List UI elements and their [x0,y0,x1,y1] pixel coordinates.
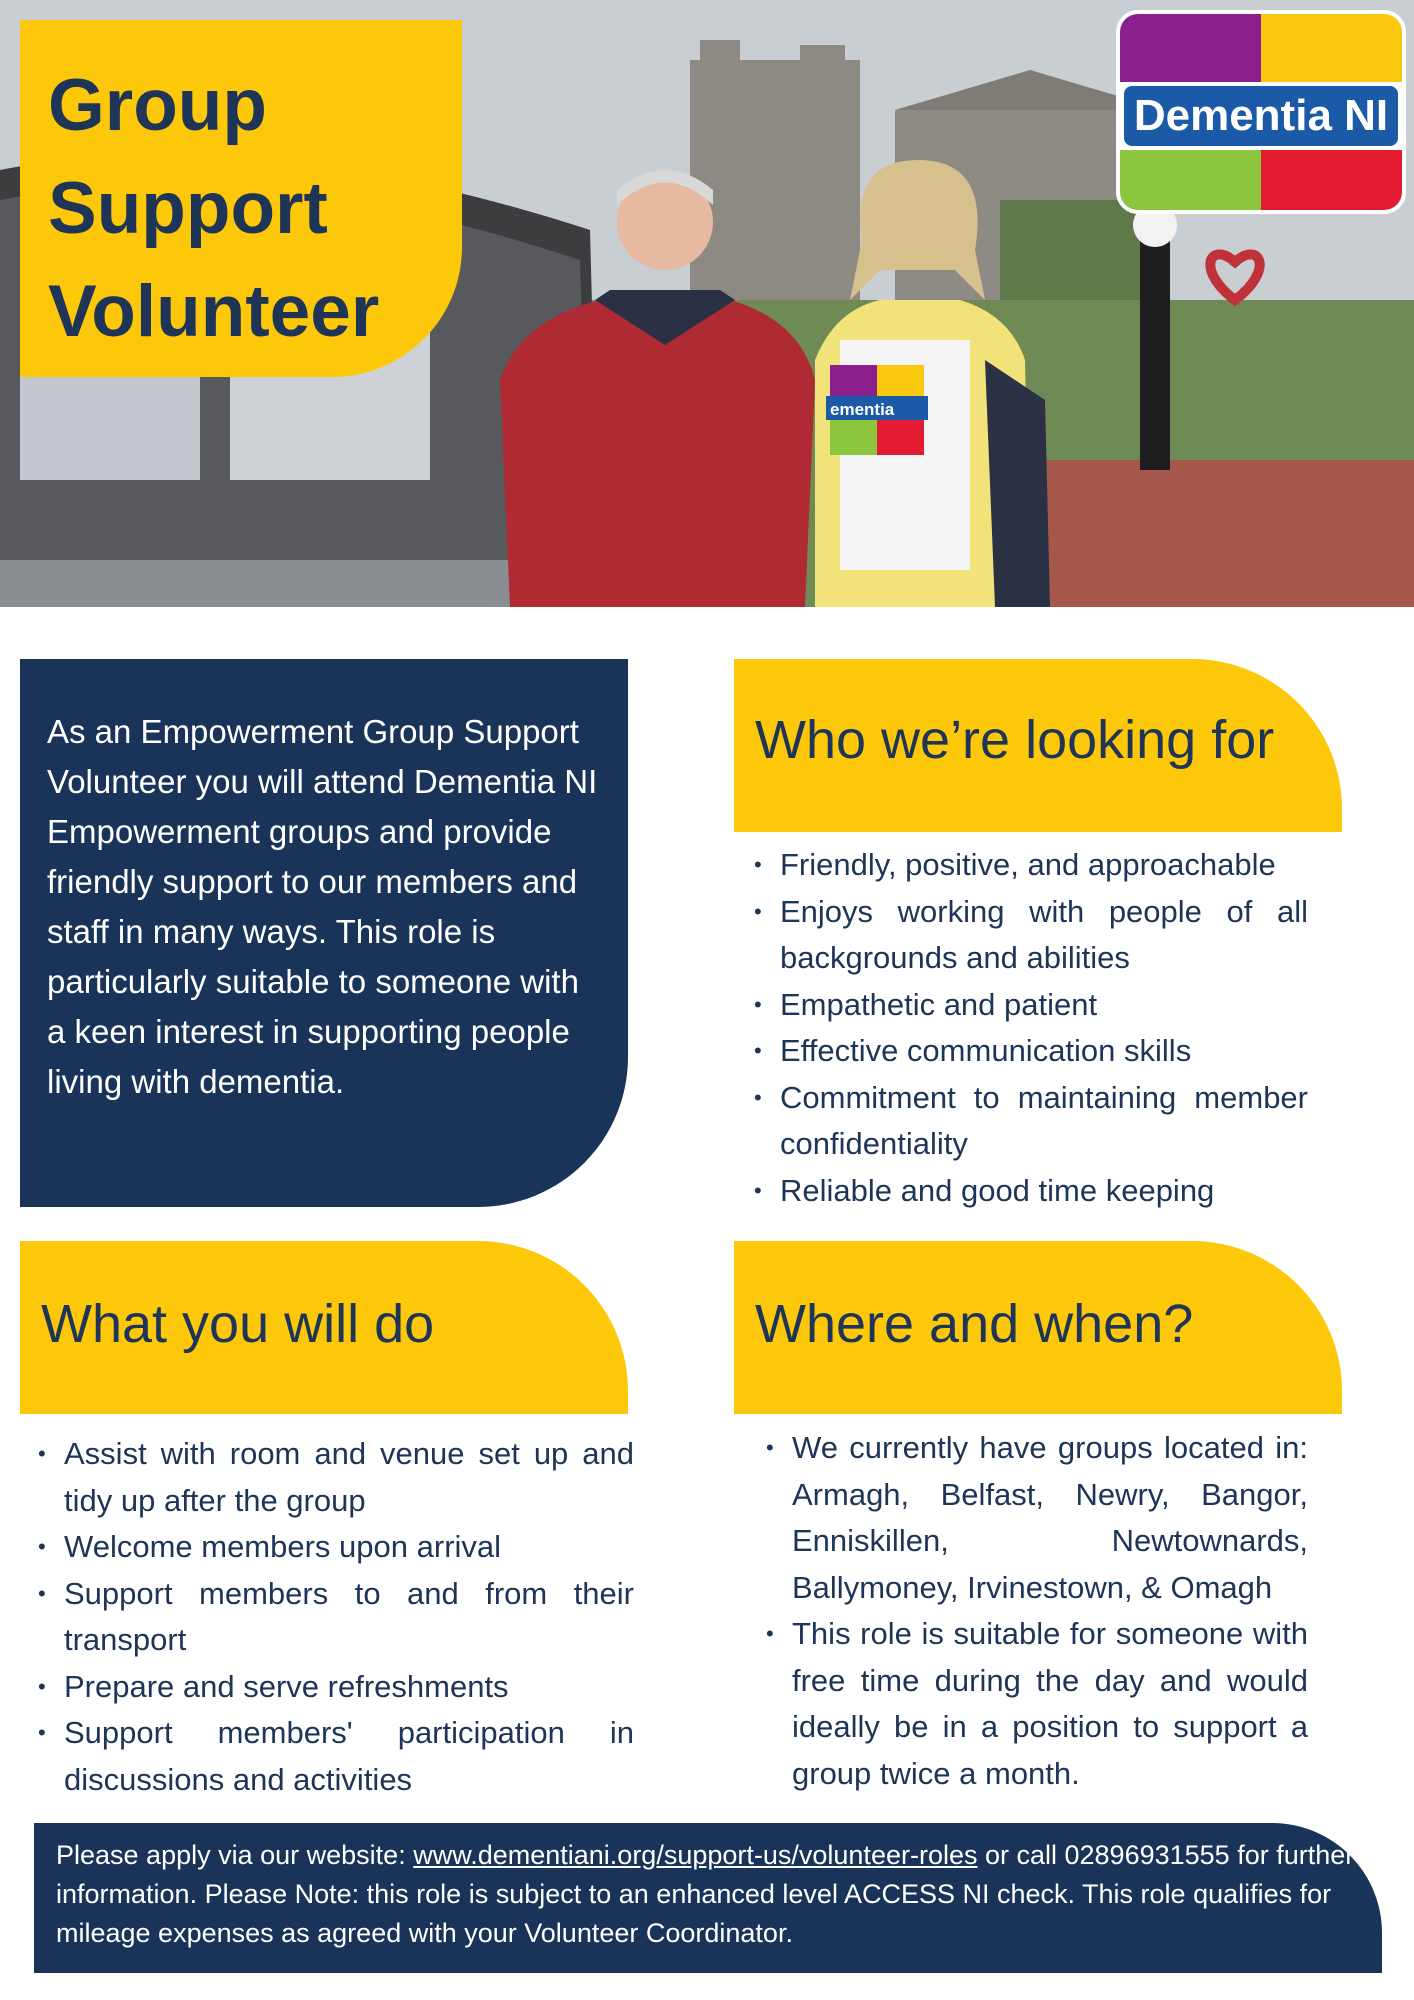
list-item: • We currently have groups located in: Armagh, Belfast, Newry, Bangor, Enniskillen, Newtownards, Ballymoney, Irvinestown, & Omagh [762,1425,1308,1611]
list-item: • Assist with room and venue set up and tidy up after the group [34,1431,634,1524]
list-item: • Friendly, positive, and approachable [750,842,1308,889]
title-line: Group [48,65,267,146]
logo-text: Dementia NI [1124,86,1398,146]
list-item: • Reliable and good time keeping [750,1168,1308,1215]
title-line: Volunteer [48,271,380,352]
shirt-logo-text: ementia [830,400,895,419]
list-item: • Effective communication skills [750,1028,1308,1075]
list-item: • Empathetic and patient [750,982,1308,1029]
who-list [750,842,1308,1214]
what-heading-box [20,1241,628,1414]
title-line: Support [48,168,328,249]
footer-pre-link: Please apply via our website: [56,1840,414,1870]
intro-text: As an Empowerment Group Support Volunteer you will attend Dementia NI Empowerment groups and provide friendly support to our members and staff in many ways. This role is particularly suitable to someone with a keen interest in supporting people living with dementia. [47,713,598,1100]
page-title [48,54,379,363]
dementia-ni-logo [1116,10,1406,214]
where-list [762,1425,1308,1797]
list-item: • Support members to and from their transport [34,1571,634,1664]
list-item: • Enjoys working with people of all backgrounds and abilities [750,889,1308,982]
list-item: • Welcome members upon arrival [34,1524,634,1571]
footer-text [56,1836,1360,1953]
list-item: • Support members' participation in discussions and activities [34,1710,634,1803]
what-list [34,1431,634,1803]
what-heading: What you will do [41,1294,435,1354]
intro-box [20,659,628,1207]
title-banner [20,20,462,377]
footer-box [34,1823,1382,1973]
footer-post-link: or call 02896931555 for further information. Please Note: this role is subject to an enhanced level ACCESS NI check. This role qualifies for mileage expenses as agreed with your Volunteer Coordinator. [56,1840,1355,1948]
who-heading-box [734,659,1342,832]
who-heading: Who we’re looking for [755,710,1275,770]
where-heading-box [734,1241,1342,1414]
volunteer-roles-link[interactable]: www.dementiani.org/support-us/volunteer-roles [413,1840,978,1870]
where-heading: Where and when? [755,1294,1194,1354]
list-item: • This role is suitable for someone with free time during the day and would ideally be in a position to support a group twice a month. [762,1611,1308,1797]
list-item: • Prepare and serve refreshments [34,1664,634,1711]
logo-band [1120,82,1402,150]
list-item: • Commitment to maintaining member confidentiality [750,1075,1308,1168]
